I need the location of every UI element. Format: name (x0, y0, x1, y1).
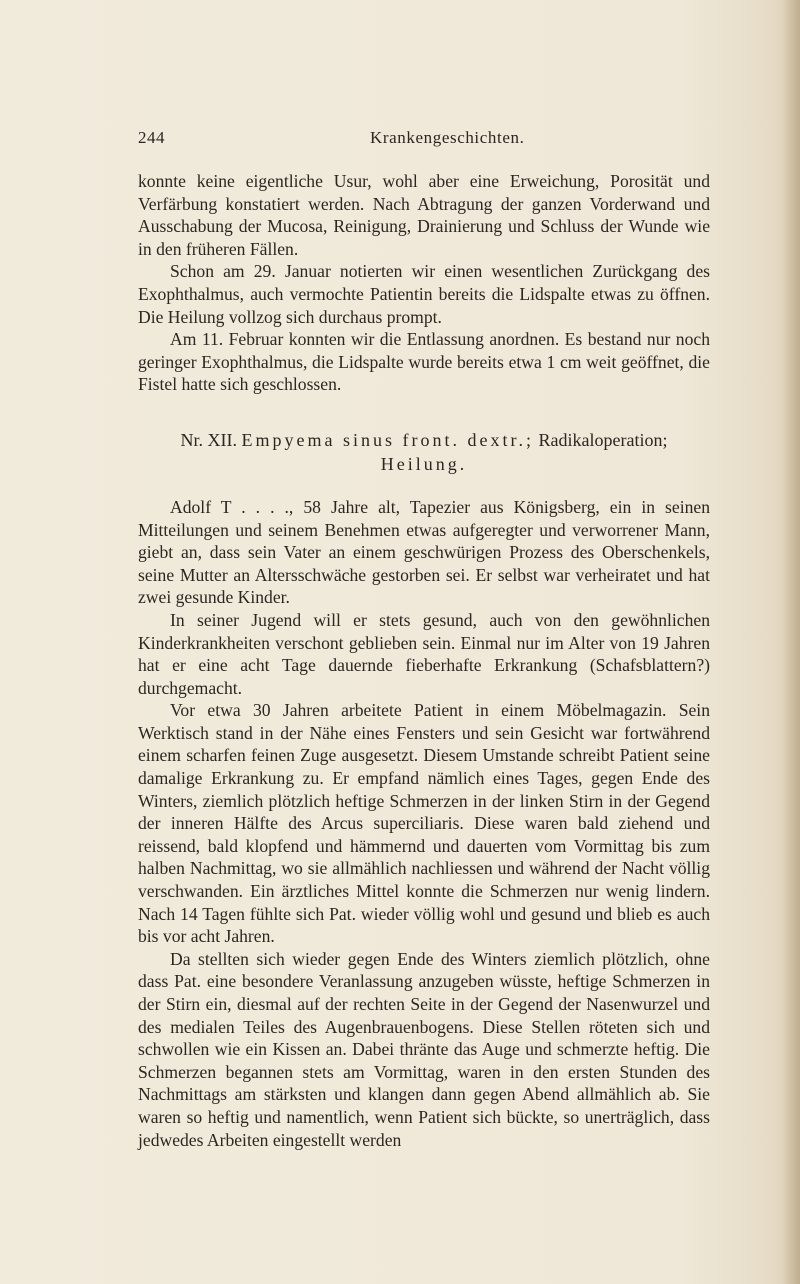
page-edge-shadow (782, 0, 800, 1284)
paragraph: Schon am 29. Januar notierten wir einen wesentlichen Zurückgang des Exophthalmus, auch vermochte Patientin bereits die Lidspalte etwas zu öffnen. Die Heilung vollzog sich durchaus prompt. (138, 261, 710, 327)
case-diagnosis: Empyema sinus front. dextr.; (241, 429, 534, 450)
case-number: Nr. XII. (180, 429, 238, 450)
paragraph: Vor etwa 30 Jahren arbeitete Patient in einem Möbelmagazin. Sein Werktisch stand in der Nähe eines Fensters und sein Gesicht war fortwährend einem scharfen feinen Zuge ausgesetzt. Diesem Umstande schreibt Patient seine damalige Erkrankung zu. Er empfand nämlich eines Tages, gegen Ende des Winters, ziemlich plötzlich heftige Schmerzen in der linken Stirn in der Gegend der inneren Hälfte des Arcus superciliaris. Diese waren bald ziehend und reissend, bald klopfend und hämmernd und dauerten vom Vormittag bis zum halben Nachmittag, wo sie allmählich nachliessen und während der Nacht völlig verschwanden. Ein ärztliches Mittel konnte die Schmerzen nur wenig lindern. Nach 14 Tagen fühlte sich Pat. wieder völlig wohl und gesund und blieb es auch bis vor acht Jahren. (138, 700, 710, 947)
paragraph: In seiner Jugend will er stets gesund, auch von den gewöhnlichen Kinderkrankheiten verschont geblieben sein. Einmal nur im Alter von 19 Jahren hat er eine acht Tage dauernde fieberhafte Erkrankung (Schafsblattern?) durchgemacht. (138, 609, 710, 698)
running-head: Krankengeschichten. (370, 128, 525, 147)
paragraph: konnte keine eigentliche Usur, wohl aber eine Erweichung, Porosität und Verfärbung konstatiert werden. Nach Abtragung der ganzen Vorderwand und Ausschabung der Mucosa, Reinigung, Drainierung und Schluss der Wunde wie in den früheren Fällen. (138, 171, 710, 259)
body-text (138, 170, 710, 1151)
paragraph: Adolf T . . . ., 58 Jahre alt, Tapezier aus Königsberg, ein in seinen Mitteilungen und seinem Benehmen etwas aufgeregter und verworrener Mann, giebt an, dass sein Vater an einem geschwürigen Prozess des Oberschenkels, seine Mutter an Altersschwäche gestorben sei. Er selbst war verheiratet und hat zwei gesunde Kinder. (138, 496, 710, 608)
paragraph: Da stellten sich wieder gegen Ende des Winters ziemlich plötzlich, ohne dass Pat. eine besondere Veranlassung anzugeben wüsste, heftige Schmerzen in der Stirn ein, diesmal auf der rechten Seite in der Gegend der Nasenwurzel und des medialen Teiles des Augenbrauenbogens. Diese Stellen röteten sich und schwollen wie ein Kissen an. Dabei thränte das Auge und schmerzte heftig. Die Schmerzen begannen stets am Vormittag, waren in den ersten Stunden des Nachmittags am stärksten und klangen dann gegen Abend allmählich ab. Sie waren so heftig und namentlich, wenn Patient sich bückte, so unerträglich, dass jedwedes Arbeiten eingestellt werden (138, 948, 710, 1150)
paragraph: Am 11. Februar konnten wir die Entlassung anordnen. Es bestand nur noch geringer Exophthalmus, die Lidspalte wurde bereits etwa 1 cm weit geöffnet, die Fistel hatte sich geschlossen. (138, 329, 710, 395)
case-outcome: Heilung. (380, 453, 468, 474)
case-heading (138, 428, 710, 476)
page-number: 244 (138, 128, 165, 147)
case-operation: Radikaloperation; (538, 429, 668, 450)
page-header (138, 128, 698, 152)
